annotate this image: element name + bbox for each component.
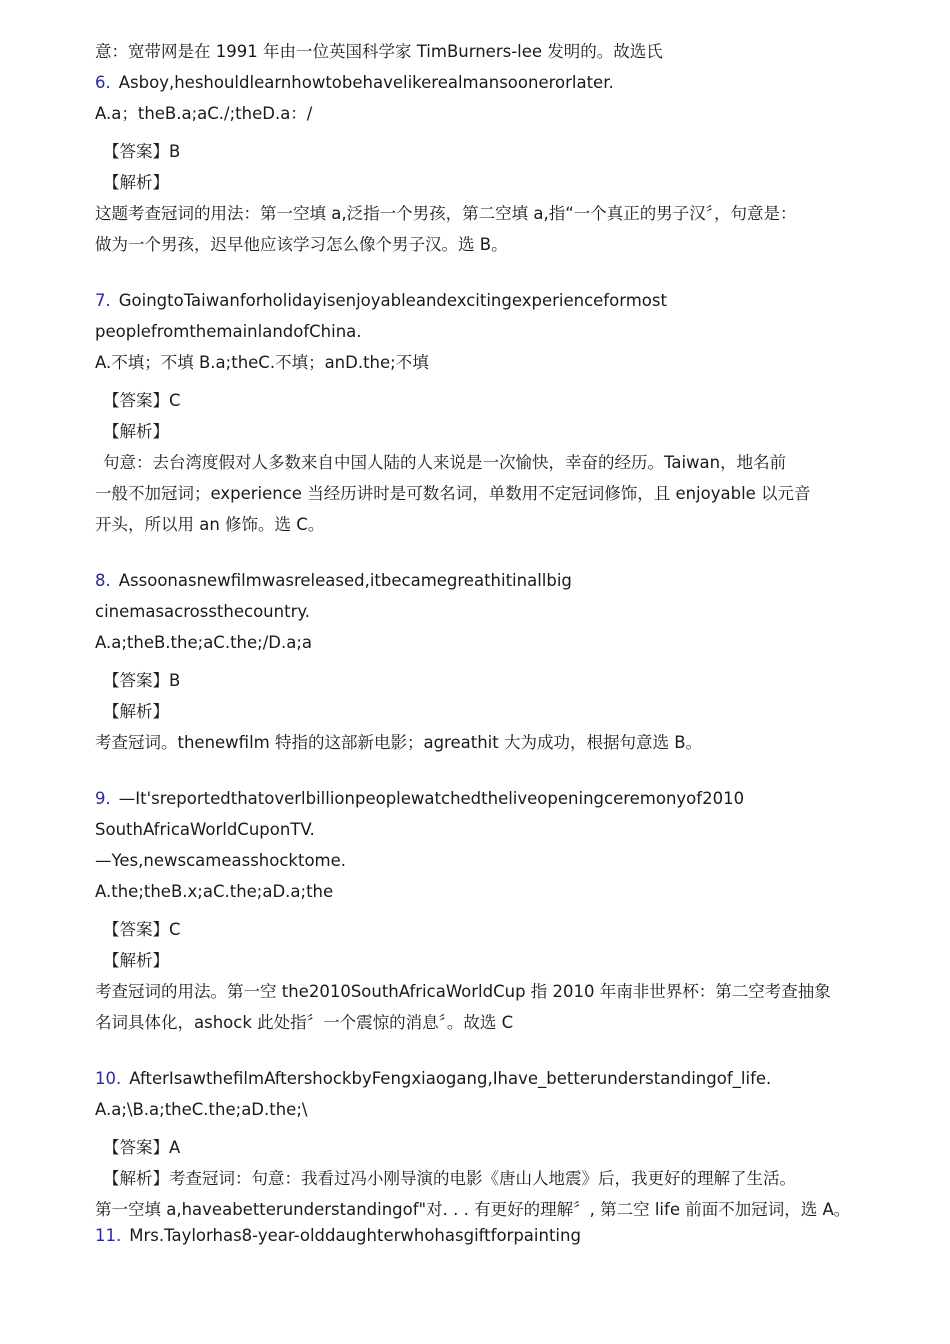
question-8-stem: 8. Assoonasnewfilmwasreleased,itbecamegreathitinallbig xyxy=(95,565,875,596)
question-8-answer: 【答案】B xyxy=(103,671,181,690)
question-6-options: A.a；theB.a;aC./;theD.a：/ xyxy=(95,104,313,123)
question-9-analysis-label: 【解析】 xyxy=(103,951,169,970)
question-8-stem-cont: cinemasacrossthecountry. xyxy=(95,602,311,621)
question-number: 9. xyxy=(95,789,111,808)
question-9-stem: 9. —It'sreportedthatoverlbillionpeoplewatchedtheliveopeningceremonyof2010 xyxy=(95,783,875,814)
question-number: 10. xyxy=(95,1069,122,1088)
question-8-analysis-label: 【解析】 xyxy=(103,702,169,721)
analysis-line: 做为一个男孩，迟早他应该学习怎么像个男子汉。选 B。 xyxy=(95,235,508,254)
question-7-answer: 【答案】C xyxy=(103,391,181,410)
analysis-line: 名词具体化，ashock 此处指〞一个震惊的消息〞。故选 C xyxy=(95,1013,514,1032)
question-number: 7. xyxy=(95,291,111,310)
document-page xyxy=(95,36,875,1247)
question-7-options: A.不填；不填 B.a;theC.不填；anD.the;不填 xyxy=(95,353,429,372)
question-10-stem: 10. AfterIsawthefilmAftershockbyFengxiaogang,Ihave_betterunderstandingof_life. xyxy=(95,1063,875,1094)
analysis-line: 【解析】考查冠词：句意：我看过冯小刚导演的电影《唐山人地震》后，我更好的理解了生活。 xyxy=(103,1169,796,1188)
analysis-line: 句意：去台湾度假对人多数来自中国人陆的人来说是一次愉快，幸奋的经历。Taiwan，地名前 xyxy=(103,453,787,472)
analysis-line: 考查冠词。thenewfilm 特指的这部新电影；agreathit 大为成功，根据句意选 B。 xyxy=(95,733,703,752)
analysis-line: 第一空填 a,haveabetterunderstandingof"对. . . 有更好的理解〞, 第二空 life 前面不加冠词，选 A。 xyxy=(95,1200,851,1219)
question-6-analysis-label: 【解析】 xyxy=(103,173,169,192)
question-6-stem: 6. Asboy,heshouldlearnhowtobehavelikerealmansoonerorlater. xyxy=(95,67,875,98)
question-number: 11. xyxy=(95,1226,122,1245)
question-7-analysis-label: 【解析】 xyxy=(103,422,169,441)
question-9-stem-reply: —Yes,newscameasshocktome. xyxy=(95,851,347,870)
question-11-stem: 11. Mrs.Taylorhas8-year-olddaughterwhohasgiftforpainting xyxy=(95,1226,581,1245)
analysis-line: 一般不加冠词；experience 当经历讲时是可数名词，单数用不定冠词修饰，且 enjoyable 以元音 xyxy=(95,484,811,503)
question-9-options: A.the;theB.x;aC.the;aD.a;the xyxy=(95,882,334,901)
question-7-stem-cont: peoplefromthemainlandofChina. xyxy=(95,322,362,341)
question-number: 8. xyxy=(95,571,111,590)
question-10-answer: 【答案】A xyxy=(103,1138,181,1157)
intro-line: 意：宽带网是在 1991 年由一位英国科学家 TimBurners-lee 发明的。故选氏 xyxy=(95,42,663,61)
analysis-line: 开头，所以用 an 修饰。选 C。 xyxy=(95,515,325,534)
question-8-options: A.a;theB.the;aC.the;/D.a;a xyxy=(95,633,312,652)
question-9-stem-cont: SouthAfricaWorldCuponTV. xyxy=(95,820,315,839)
analysis-line: 这题考查冠词的用法：第一空填 a,泛指一个男孩，第二空填 a,指“一个真正的男子汉〞，句意是： xyxy=(95,204,797,223)
analysis-line: 考查冠词的用法。第一空 the2010SouthAfricaWorldCup 指 2010 年南非世界杯：第二空考查抽象 xyxy=(95,982,831,1001)
question-number: 6. xyxy=(95,73,111,92)
question-9-answer: 【答案】C xyxy=(103,920,181,939)
question-6-answer: 【答案】B xyxy=(103,142,181,161)
question-7-stem: 7. GoingtoTaiwanforholidayisenjoyableandexcitingexperienceformost xyxy=(95,285,875,316)
question-10-options: A.a;\B.a;theC.the;aD.the;\ xyxy=(95,1100,308,1119)
